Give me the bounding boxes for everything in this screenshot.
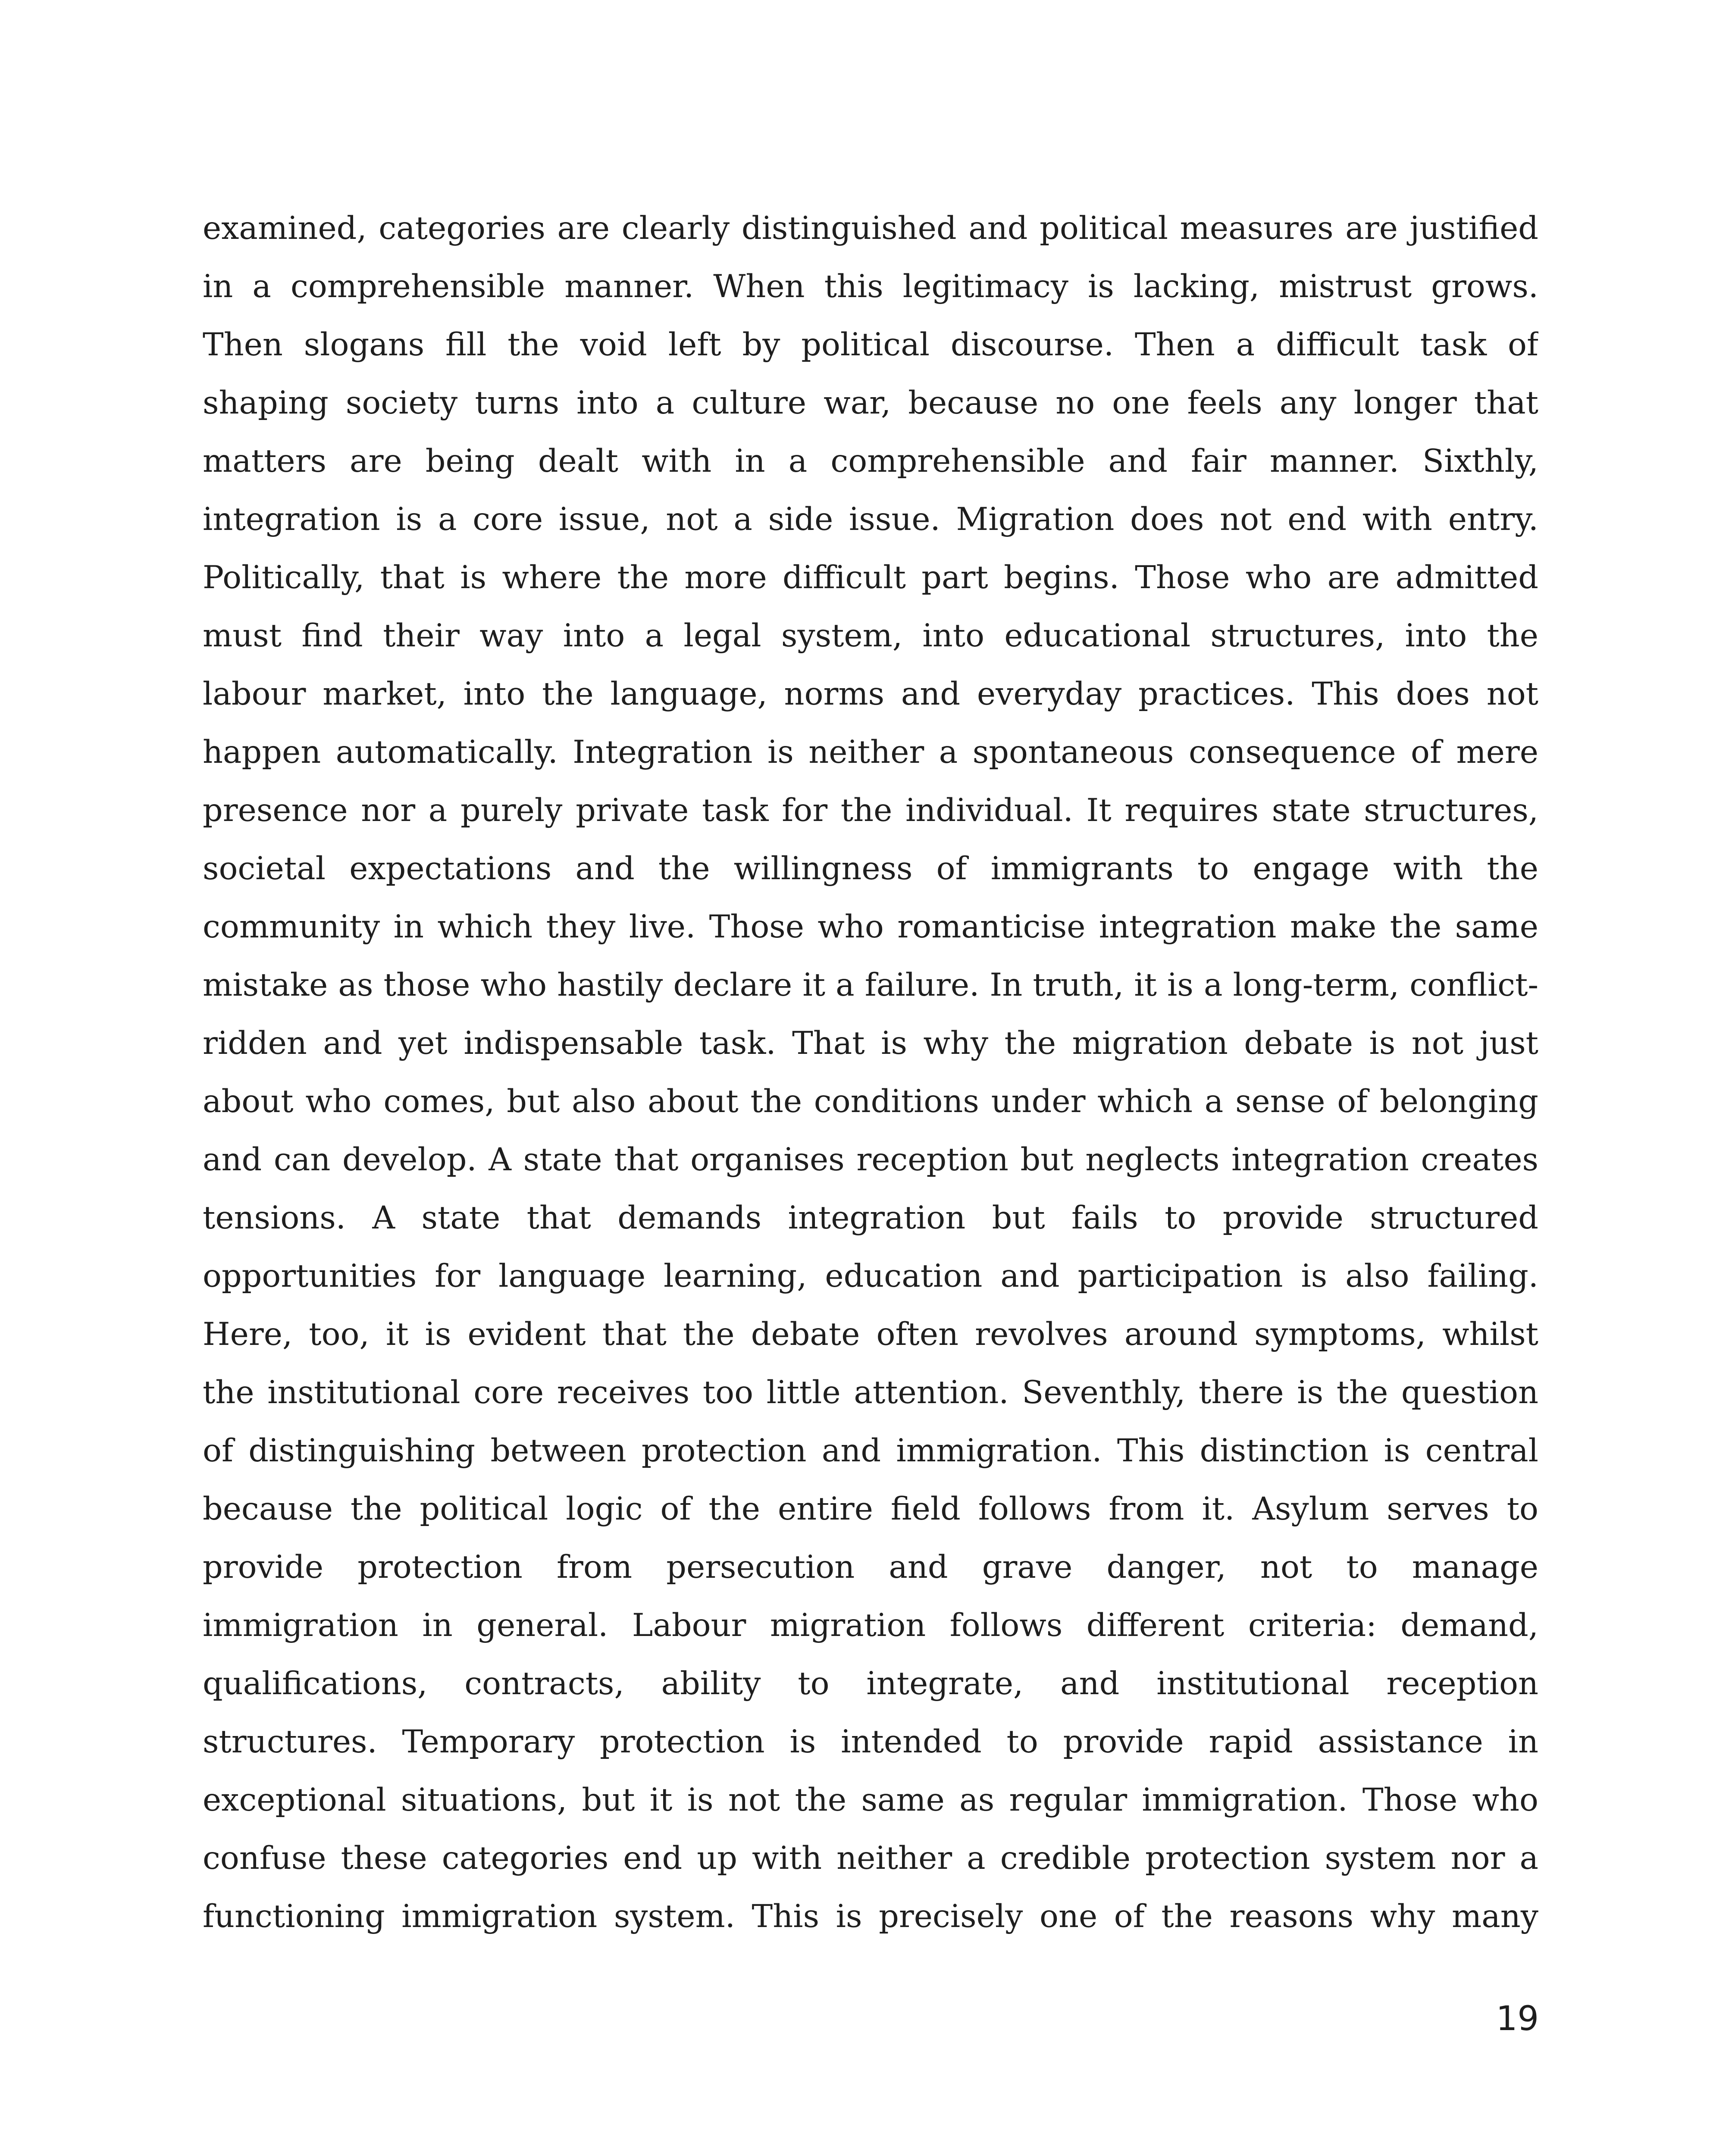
text-line: tensions. A state that demands integration but fails to provide structured bbox=[203, 1200, 1538, 1236]
text-line: shaping society turns into a culture war, because no one feels any longer that bbox=[203, 385, 1538, 421]
text-line: functioning immigration system. This is precisely one of the reasons why many bbox=[203, 1898, 1538, 1935]
text-line: of distinguishing between protection and immigration. This distinction is central bbox=[203, 1432, 1538, 1469]
text-line: structures. Temporary protection is intended to provide rapid assistance in bbox=[203, 1724, 1538, 1760]
text-line: matters are being dealt with in a comprehensible and fair manner. Sixthly, bbox=[203, 443, 1538, 479]
text-line: the institutional core receives too little attention. Seventhly, there is the question bbox=[203, 1374, 1538, 1411]
text-line: labour market, into the language, norms and everyday practices. This does not bbox=[203, 676, 1538, 712]
text-line: immigration in general. Labour migration follows different criteria: demand, bbox=[203, 1607, 1538, 1644]
text-line: about who comes, but also about the conditions under which a sense of belonging bbox=[203, 1083, 1538, 1120]
text-line: societal expectations and the willingness of immigrants to engage with the bbox=[203, 850, 1538, 887]
text-line: exceptional situations, but it is not the same as regular immigration. Those who bbox=[203, 1782, 1538, 1818]
text-line: Here, too, it is evident that the debate often revolves around symptoms, whilst bbox=[203, 1316, 1538, 1353]
text-line: and can develop. A state that organises reception but neglects integration creates bbox=[203, 1141, 1538, 1178]
text-line: confuse these categories end up with neither a credible protection system nor a bbox=[203, 1840, 1538, 1877]
body-text bbox=[203, 199, 1538, 1946]
text-line: Politically, that is where the more difficult part begins. Those who are admitted bbox=[203, 559, 1538, 596]
text-line: provide protection from persecution and grave danger, not to manage bbox=[203, 1549, 1538, 1586]
text-line: examined, categories are clearly distinguished and political measures are justified bbox=[203, 210, 1538, 247]
text-line: qualifications, contracts, ability to integrate, and institutional reception bbox=[203, 1665, 1538, 1702]
text-line: Then slogans fill the void left by political discourse. Then a difficult task of bbox=[203, 326, 1538, 363]
text-line: happen automatically. Integration is neither a spontaneous consequence of mere bbox=[203, 734, 1538, 771]
page-number: 19 bbox=[1496, 1999, 1539, 2038]
text-line: mistake as those who hastily declare it a failure. In truth, it is a long-term, conflict- bbox=[203, 967, 1538, 1003]
text-line: because the political logic of the entire field follows from it. Asylum serves to bbox=[203, 1491, 1538, 1527]
text-line: ridden and yet indispensable task. That is why the migration debate is not just bbox=[203, 1025, 1538, 1062]
text-line: opportunities for language learning, education and participation is also failing. bbox=[203, 1258, 1538, 1294]
text-line: presence nor a purely private task for the individual. It requires state structures, bbox=[203, 792, 1538, 829]
text-line: integration is a core issue, not a side issue. Migration does not end with entry. bbox=[203, 501, 1538, 538]
text-line: in a comprehensible manner. When this legitimacy is lacking, mistrust grows. bbox=[203, 268, 1538, 305]
text-line: community in which they live. Those who romanticise integration make the same bbox=[203, 909, 1538, 945]
text-line: must find their way into a legal system, into educational structures, into the bbox=[203, 617, 1538, 654]
